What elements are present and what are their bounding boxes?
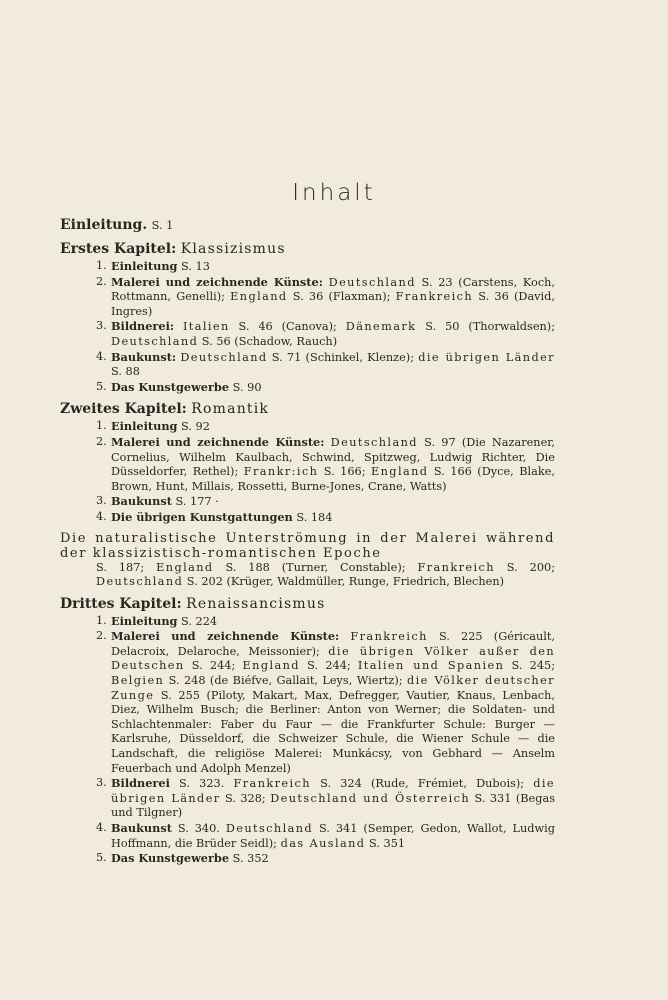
item-text: Malerei und zeichnende Künste: Frankreich S. 225 (Géricault, Delacroix, Delaroche, Meissonier); die übrigen Völker außer den Deutschen S. 244; England S. 244; Italien und Spanien S. 245; Belgien S. 248 (de Biéfve, Gallait, Leys, Wiertz); die Völker deutscher Zunge S. 255 (Piloty, Makart, Max, Defregger, Vautier, Knaus, Lenbach, Diez, Wilhelm Busch; die Berliner: Anton von Werner; die Soldaten- und Schlachtenmaler: Faber du Faur — die Frankfurter Schule: Burger — Karlsruhe, Düsseldorf, die Schweizer Schule, die Wiener Schule — die Landschaft, die religiöse Malerei: Munkácsy, von Gebhard — Anselm Feuerbach und Adolph Menzel) — [111, 629, 556, 775]
list-item — [60, 319, 555, 349]
item-number: 2. — [96, 434, 107, 448]
item-text: Die übrigen Kunstgattungen S. 184 — [111, 509, 333, 524]
item-text: Das Kunstgewerbe S. 352 — [111, 851, 269, 866]
item-number: 5. — [96, 851, 107, 865]
item-number: 2. — [96, 274, 107, 288]
item-number: 1. — [96, 259, 107, 272]
chapter-prefix: Zweites Kapitel: — [60, 401, 187, 418]
list-item — [60, 380, 555, 396]
item-number: 1. — [96, 613, 107, 627]
list-item — [60, 494, 555, 510]
list-item — [60, 614, 555, 630]
item-text: Baukunst S. 177 · — [111, 494, 219, 509]
list-item — [60, 259, 555, 275]
list-item — [60, 776, 555, 821]
list-item — [60, 275, 555, 320]
item-text: Einleitung S. 13 — [111, 259, 210, 273]
item-text: Baukunst S. 340. Deutschland S. 341 (Semper, Gedon, Wallot, Ludwig Hoffmann, die Brüder Seidl); das Ausland S. 351 — [111, 821, 555, 850]
item-text: Baukunst: Deutschland S. 71 (Schinkel, Klenze); die übrigen Länder S. 88 — [111, 349, 555, 379]
list-item — [60, 851, 555, 867]
chapter-name: Romantik — [191, 401, 270, 418]
chapter-prefix: Drittes Kapitel: — [60, 595, 182, 612]
item-text: Einleitung S. 92 — [111, 419, 210, 434]
item-text: Malerei und zeichnende Künste: Deutschland S. 97 (Die Nazarener, Cornelius, Wilhelm Kaulbach, Schwind, Spitzweg, Ludwig Richter, Die Düsseldorfer, Rethel); Frankr:ich S. 166; England S. 166 (Dyce, Blake, Brown, Hunt, Millais, Rossetti, Burne-Jones, Crane, Watts) — [111, 434, 556, 493]
item-text: Das Kunstgewerbe S. 90 — [111, 379, 262, 394]
chapter-items — [60, 259, 555, 395]
page-title: Inhalt — [292, 180, 376, 206]
interlude-entry — [60, 531, 555, 561]
item-text: Bildnerei S. 323. Frankreich S. 324 (Rude, Frémiet, Dubois); die übrigen Länder S. 328; Deutschland und Österreich S. 331 (Begas und Tilgner) — [111, 776, 555, 820]
chapter-items — [60, 614, 555, 867]
item-number: 3. — [96, 776, 107, 790]
list-item — [60, 350, 555, 380]
list-item — [60, 821, 555, 851]
item-number: 4. — [96, 349, 107, 363]
item-number: 5. — [96, 379, 107, 393]
item-number: 3. — [96, 319, 107, 333]
chapter-heading — [60, 595, 555, 614]
chapter-prefix: Erstes Kapitel: — [60, 241, 177, 257]
item-number: 3. — [96, 494, 107, 508]
item-text: Malerei und zeichnende Künste: Deutschland S. 23 (Carstens, Koch, Rottmann, Genelli); England S. 36 (Flaxman); Frankreich S. 36 (David, Ingres) — [111, 274, 556, 318]
chapter-name: Renaissancismus — [186, 595, 326, 612]
intro-page: S. 1 — [151, 219, 174, 232]
list-item — [60, 510, 555, 526]
item-number: 1. — [96, 419, 107, 433]
list-item — [60, 435, 555, 494]
item-text: Bildnerei: Italien S. 46 (Canova); Dänemark S. 50 (Thorwaldsen); Deutschland S. 56 (Schadow, Rauch) — [111, 319, 555, 348]
chapter-items — [60, 419, 555, 525]
interlude-lead: Die naturalistische Unterströmung in der Malerei während der klassizistisch-romantischen Epoche — [60, 530, 555, 561]
chapter-heading — [60, 240, 555, 259]
table-of-contents — [60, 216, 555, 867]
item-number: 4. — [96, 509, 107, 523]
list-item — [60, 629, 555, 776]
intro-entry — [60, 216, 555, 235]
chapter-heading — [60, 400, 555, 419]
intro-label: Einleitung. — [60, 217, 148, 233]
item-number: 2. — [96, 629, 107, 643]
item-text: Einleitung S. 224 — [111, 613, 218, 628]
interlude-rest: S. 187; England S. 188 (Turner, Constable); Frankreich S. 200; Deutschland S. 202 (Krüger, Waldmüller, Runge, Friedrich, Blechen) — [96, 560, 555, 589]
list-item — [60, 419, 555, 435]
chapter-name: Klassizismus — [180, 241, 286, 257]
item-number: 4. — [96, 821, 107, 834]
